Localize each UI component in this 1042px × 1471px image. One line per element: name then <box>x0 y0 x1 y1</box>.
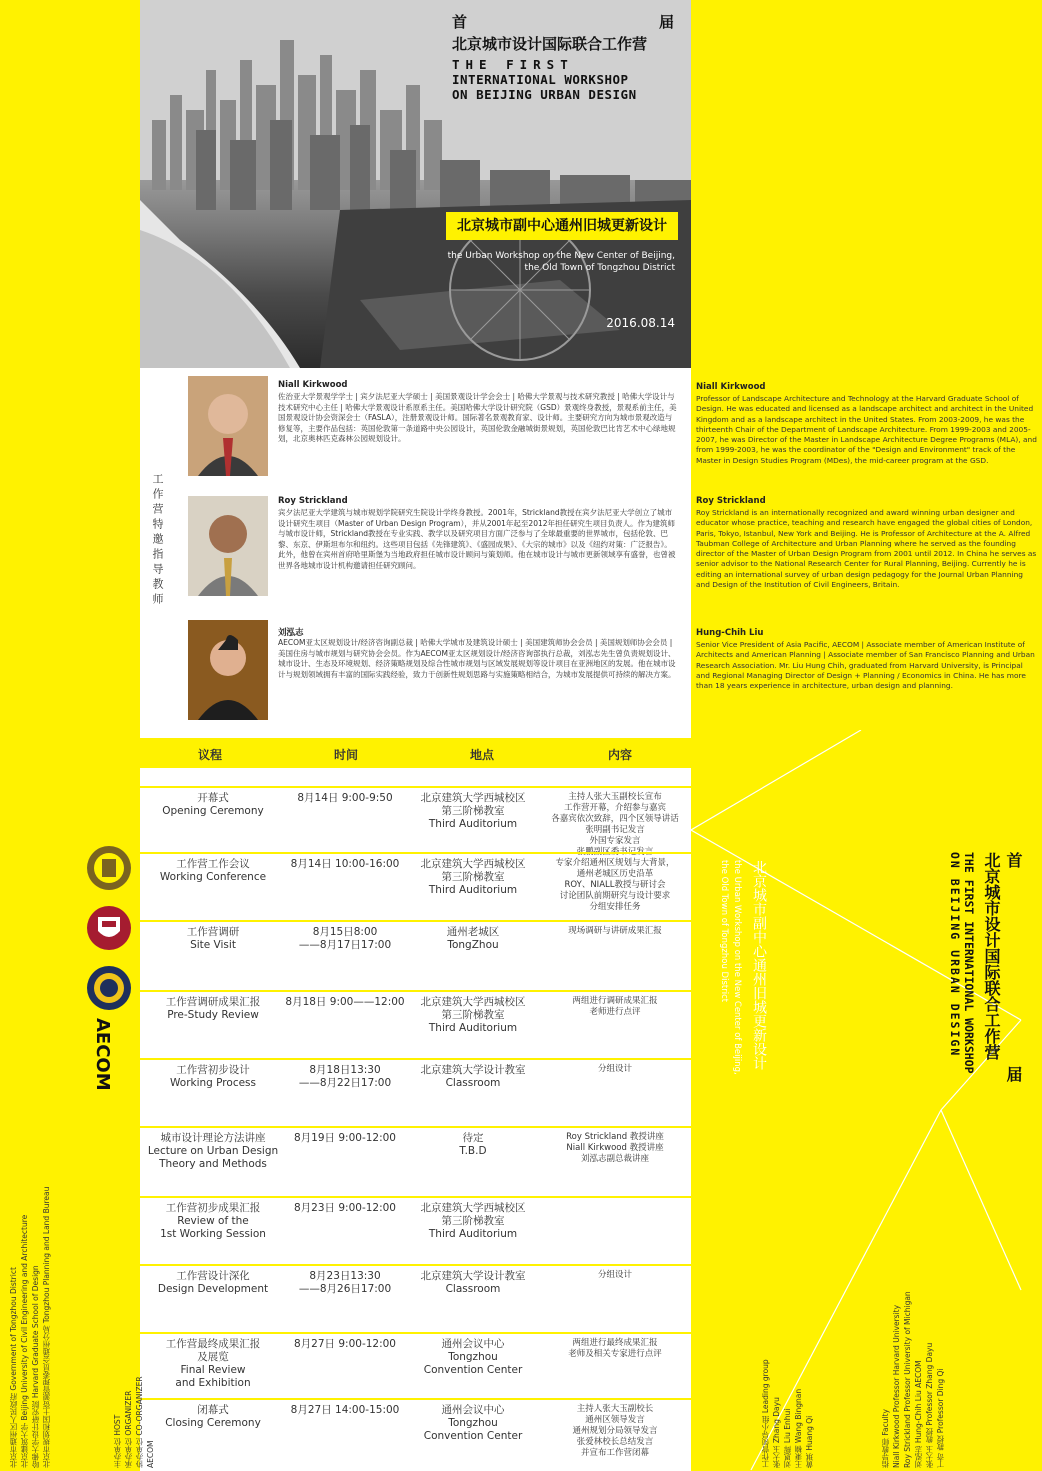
schedule-cell-agenda: 工作营调研成果汇报 Pre-Study Review <box>165 996 261 1021</box>
hero-title-en-1: THE FIRST <box>452 57 574 72</box>
schedule-cell-place: 北京建筑大学西城校区 第三阶梯教室 Third Auditorium <box>420 1202 526 1240</box>
session-char: 届 <box>658 13 674 31</box>
schedule-cell-agenda: 工作营初步设计 Working Process <box>170 1064 256 1089</box>
schedule-cell-time: 8月18日13:30 ——8月22日17:00 <box>298 1064 392 1089</box>
schedule-row <box>140 1196 691 1266</box>
faculty-panel <box>140 368 691 738</box>
schedule-header-place: 地点 <box>470 748 495 762</box>
schedule-cell-place: 北京建筑大学西城校区 第三阶梯教室 Third Auditorium <box>420 858 526 896</box>
en-bio-2: Roy Strickland is an internationally recognized and award winning urban designer and educator whose practice, teaching and research have engaged the global cities of London, Paris, Tokyo, Istanbul, New York and Beijing. He is Professor of Architecture at the A. Alfred Taubman College of Architecture and Urban Planning where he served as the founding director of the Master of Urban Design Program from 2001 until 2012. In China he serves as senior advisor to the National Research Center for Rural Planning, Beijing. Currently he is editing an international survey of urban design pedagogy for the Journal Urban Planning and Design of the Institution of Civil Engineers, Britain. <box>696 508 1037 590</box>
schedule-cell-content: 专家介绍通州区规划与大背景， 通州老城区历史沿革 ROY、NIALL教授与研讨会 讨论团队前期研究与设计要求 分组安排任务 <box>555 858 675 912</box>
schedule-row <box>140 1126 691 1198</box>
schedule-cell-content: 分组设计 <box>597 1064 632 1074</box>
en-bio-name-1: Niall Kirkwood <box>696 382 766 392</box>
organizer-labels-column: 主办单位 HOST 承办单位 ORGANIZER 协办单位 CO-ORGANIZER AECOM <box>113 1376 155 1468</box>
schedule-table <box>140 768 691 1471</box>
schedule-cell-agenda: 工作营最终成果汇报 及展览 Final Review and Exhibition <box>165 1338 261 1389</box>
faculty-name-3: 刘泓志 <box>278 628 304 638</box>
en-bio-3: Senior Vice President of Asia Pacific, AECOM | Associate member of American Institute of Architects and American Planning | Associate member of San Francisco Planning and Urban Research Association. Mr. Liu Hung Chih, graduated from Harvard University, is Principal and Regional Managing Director of Design + Planning / Economics in China. He has more than 18 years experience in architecture, urban design and planning. <box>696 640 1035 691</box>
schedule-row <box>140 1332 691 1400</box>
hero-title-first <box>452 14 674 30</box>
faculty-vertical-label: 工作营特邀指导教师 <box>151 473 164 608</box>
aecom-logo: AECOM <box>92 1018 113 1091</box>
michigan-logo <box>86 965 132 1011</box>
schedule-row <box>140 852 691 922</box>
faculty-bio-cn-3: AECOM亚太区规划设计/经济咨询副总裁 | 哈佛大学城市及建筑设计硕士 | 美国建筑师协会会员 | 美国规划师协会会员 | 美国住房与城市规划与研究协会会员。作为AECOM亚太区规划设计/经济咨询部执行总裁，刘泓志先生曾负责规划设计、城市设计、生态及环境规划、经济策略规划及综合性城市规划与区域发展规划等设计项目在亚洲地区的发展。他在城市设计与规划领域拥有丰富的国际实践经验，致力于创新性规划思路与实施策略相结合，为城市发展提供可持续的解决方案。 <box>278 638 676 679</box>
schedule-cell-place: 待定 T.B.D <box>459 1132 487 1157</box>
schedule-header-content: 内容 <box>608 748 633 762</box>
schedule-row <box>140 1058 691 1128</box>
schedule-cell-place: 北京建筑大学设计教室 Classroom <box>420 1064 526 1089</box>
first-char: 首 <box>452 13 468 31</box>
schedule-cell-time: 8月14日 9:00-9:50 <box>297 792 393 804</box>
right-first-char: 首 <box>1004 852 1023 868</box>
schedule-row <box>140 786 691 857</box>
hero-title-cn: 北京城市设计国际联合工作营 <box>452 35 648 53</box>
leading-group-column: 工作营领导小组 Leading group 张大玉 Zhang Dayu 刘恩辉 Liu Enhui 王秉楠 Wang Bingnan 黄琪 Huang Qi <box>761 1359 814 1468</box>
schedule-cell-place: 通州老城区 TongZhou <box>446 926 500 951</box>
hero-title-en-2: INTERNATIONAL WORKSHOP <box>452 72 629 87</box>
photo-niall-kirkwood <box>188 376 268 476</box>
photo-hung-chih-liu <box>188 620 268 720</box>
schedule-cell-agenda: 开幕式 Opening Ceremony <box>162 792 264 817</box>
schedule-cell-place: 通州会议中心 Tongzhou Convention Center <box>423 1404 523 1442</box>
schedule-row <box>140 920 691 992</box>
hero-subtitle-en-1: the Urban Workshop on the New Center of Beijing, <box>447 251 675 261</box>
schedule-cell-time: 8月14日 10:00-16:00 <box>290 858 400 870</box>
schedule-row <box>140 990 691 1060</box>
schedule-cell-place: 北京建筑大学西城校区 第三阶梯教室 Third Auditorium <box>420 792 526 830</box>
right-title-cn: 北京城市设计国际联合工作营 <box>982 852 1001 1060</box>
schedule-cell-content: 两组进行调研成果汇报 老师进行点评 <box>572 996 658 1017</box>
faculty-bio-cn-2: 宾夕法尼亚大学建筑与城市规划学院研究生院设计学终身教授。2001年，Strickland教授在宾夕法尼亚大学创立了城市设计研究生项目（Master of Urban Design Program），并从2001年起至2012年担任研究生项目负责人。作为建筑师与城市设计师，Strickland教授在专业实践、教学以及研究项目方面广泛参与了全球最重要的世界城市，包括伦敦、巴黎、东京、伊斯坦布尔和纽约。这些项目包括《先锋建筑》、《盛园成果》、《大宗的城市》以及《纽约对策：广泛报告》。此外，他曾在宾州首府哈里斯堡为当地政府担任城市设计顾问与策划师。他在城市设计与城市更新领域享有盛誉，也曾被世界各地城市设计机构邀请担任研究顾问。 <box>278 508 676 570</box>
schedule-cell-content: 主持人张大玉副校长 通州区领导发言 通州规划分局领导发言 张爱林校长总结发言 并宣布工作营闭幕 <box>572 1404 658 1458</box>
schedule-cell-time: 8月27日 14:00-15:00 <box>290 1404 400 1416</box>
schedule-cell-time: 8月18日 9:00——12:00 <box>285 996 405 1008</box>
schedule-cell-time: 8月27日 9:00-12:00 <box>293 1338 396 1350</box>
harvard-logo <box>86 905 132 951</box>
organizers-column: 北京市通州区人民政府 Government of Tongzhou District 北京建筑大学 Beijing University of Civil Engineering and Architecture 哈佛大学设计研究院 Harvard Graduate School of Design 北京市规划和国土资源管理委员会通州分局 Tongzhou Planning and Land Bureau <box>9 1186 51 1468</box>
schedule-cell-agenda: 工作营调研 Site Visit <box>186 926 240 951</box>
schedule-cell-agenda: 工作营初步成果汇报 Review of the 1st Working Session <box>160 1202 266 1240</box>
right-title-first-session <box>1002 852 1025 1082</box>
en-bio-1: Professor of Landscape Architecture and Technology at the Harvard Graduate School of Design. He was educated and licensed as a landscape architect and architect in the United Kingdom and as a landscape architect in the United States. From 2003-2009, he was the thirteenth Chair of the Department of Landscape Architecture. From 1999-2003 and 2005-2007, he was Director of the Master in Landscape Architecture Degree Programs (MLA), and from 1999-2003, he was the coordinator of the "Design and Environment" track of the Master in Design Studies Program (MDes), the mid-career program at the GSD. <box>696 394 1037 465</box>
right-subtitle-cn: 北京城市副中心通州旧城更新设计 <box>751 860 767 1070</box>
hero-banner <box>140 0 691 368</box>
schedule-cell-content: Roy Strickland 教授讲座 Niall Kirkwood 教授讲座 刘泓志副总裁讲座 <box>566 1132 664 1164</box>
faculty-column: 指导教师 Faculty Niall Kirkwood Professor Harvard University Roy Strickland Professor University of Michigan 刘泓志 Hung-Chih Liu AECOM 张大玉 教授 Professor Zhang Dayu 丁奇 教授 Professor Ding Qi <box>881 1291 945 1468</box>
schedule-header-time: 时间 <box>334 748 359 762</box>
schedule-cell-agenda: 城市设计理论方法讲座 Lecture on Urban Design Theory and Methods <box>147 1132 279 1170</box>
schedule-cell-content: 分组设计 <box>597 1270 632 1280</box>
schedule-cell-place: 北京建筑大学设计教室 Classroom <box>420 1270 526 1295</box>
schedule-cell-agenda: 闭幕式 Closing Ceremony <box>165 1404 261 1429</box>
hero-subtitle-cn: 北京城市副中心通州旧城更新设计 <box>446 212 678 240</box>
right-subtitle-en-1: the Urban Workshop on the New Center of Beijing, <box>732 860 742 1075</box>
schedule-cell-content: 现场调研与讲研成果汇报 <box>568 926 662 936</box>
city-skyline-photo <box>140 0 691 368</box>
schedule-cell-time: 8月19日 9:00-12:00 <box>293 1132 396 1144</box>
faculty-name-2: Roy Strickland <box>278 496 348 506</box>
hero-title-en-3: ON BEIJING URBAN DESIGN <box>452 87 637 102</box>
en-bio-name-2: Roy Strickland <box>696 496 766 506</box>
bucea-logo <box>86 845 132 891</box>
right-subtitle-en-2: the Old Town of Tongzhou District <box>719 860 729 1003</box>
hero-subtitle-en-2: the Old Town of Tongzhou District <box>524 263 675 273</box>
schedule-row <box>140 1264 691 1334</box>
schedule-cell-content: 两组进行最终成果汇报 老师及相关专家进行点评 <box>568 1338 662 1359</box>
schedule-cell-time: 8月23日 9:00-12:00 <box>293 1202 396 1214</box>
schedule-cell-place: 北京建筑大学西城校区 第三阶梯教室 Third Auditorium <box>420 996 526 1034</box>
schedule-cell-place: 通州会议中心 Tongzhou Convention Center <box>423 1338 523 1376</box>
faculty-bio-cn-1: 佐治亚大学景观学学士 | 宾夕法尼亚大学硕士 | 美国景观设计学会会士 | 哈佛大学景观与技术研究教授 | 哈佛大学设计与技术研究中心主任 | 哈佛大学景观设计系原系主任。美国哈佛大学设计研究院（GSD）景观终身教授，景观系前主任，美国景观设计协会资深会士（FASLA），注册景观设计师。国际著名景观教育家、设计师。主要研究方向为城市景观改造与修复等，主要作品包括：英国伦敦第一条道路中央公园设计，英国伦敦金融城街景规划，英国伦敦巴比肯艺术中心绿地规划，北京奥林匹克森林公园规划设计。 <box>278 392 677 443</box>
schedule-cell-agenda: 工作营设计深化 Design Development <box>157 1270 269 1295</box>
schedule-cell-agenda: 工作营工作会议 Working Conference <box>159 858 267 883</box>
schedule-cell-time: 8月23日13:30 ——8月26日17:00 <box>298 1270 392 1295</box>
decorative-lines <box>691 730 1042 1471</box>
right-session-char: 届 <box>1004 1066 1023 1082</box>
schedule-cell-content: 主持人张大玉副校长宣布 工作营开幕，介绍参与嘉宾 各嘉宾依次致辞，四个区领导讲话 张明副书记发言 外国专家发言 张鹏副区委书记发言 <box>551 792 679 857</box>
schedule-header-agenda: 议程 <box>198 748 223 762</box>
photo-roy-strickland <box>188 496 268 596</box>
faculty-name-1: Niall Kirkwood <box>278 380 348 390</box>
schedule-cell-time: 8月15日8:00 ——8月17日17:00 <box>298 926 392 951</box>
schedule-row <box>140 1398 691 1470</box>
right-title-en-1: THE FIRST INTERNATIONAL WORKSHOP <box>962 852 976 1074</box>
right-title-en-2: ON BEIJING URBAN DESIGN <box>948 852 962 1058</box>
en-bio-name-3: Hung-Chih Liu <box>696 628 764 638</box>
hero-date: 2016.08.14 <box>606 316 675 330</box>
